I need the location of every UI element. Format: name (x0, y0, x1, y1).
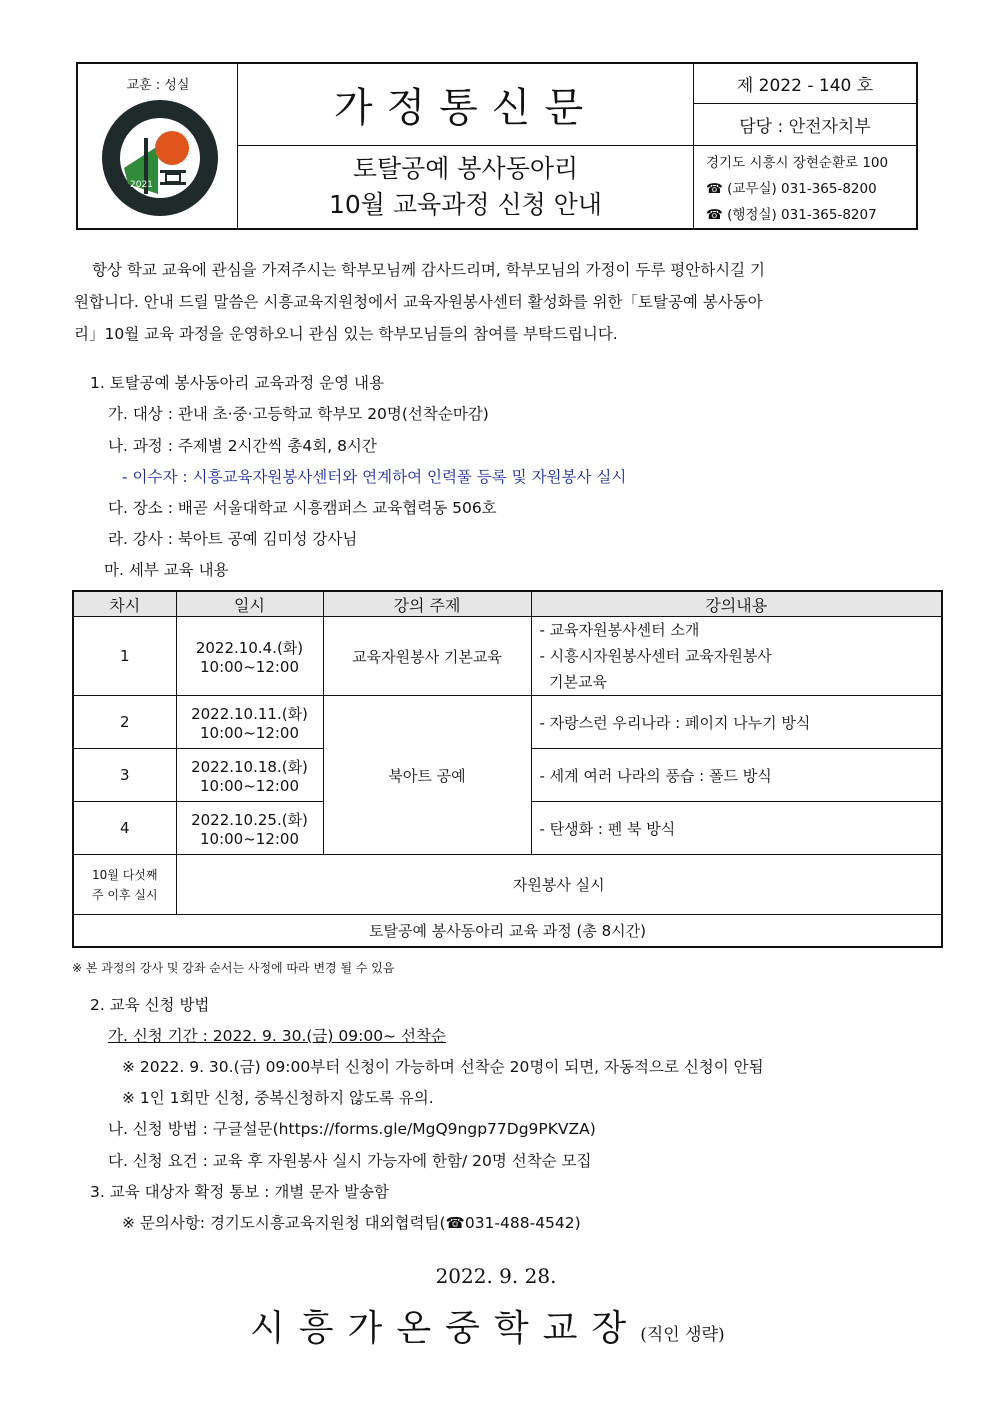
department: 담당 : 안전자치부 (694, 104, 916, 146)
intro-line-1: 항상 학교 교육에 관심을 가져주시는 학부모님께 감사드리며, 학부모님의 가정이 두루 평안하시길 기 (92, 261, 766, 279)
logo-year: 2021 (130, 180, 153, 190)
session-content: - 세계 여러 나라의 풍습 : 폴드 방식 (531, 749, 942, 802)
section1-course: 나. 과정 : 주제별 2시간씩 총4회, 8시간 (108, 437, 377, 455)
session-no: 2 (73, 696, 176, 749)
table-footer-row (73, 915, 942, 947)
volunteer-label (73, 855, 176, 915)
signature (250, 1300, 725, 1351)
phone-admin: ☎ (행정실) 031-365-8207 (706, 207, 877, 223)
col-header-date: 일시 (176, 591, 323, 617)
subtitle-line2: 10월 교육과정 신청 안내 (328, 190, 602, 219)
session-content: - 탄생화 : 펜 북 방식 (531, 802, 942, 855)
session-topic: 북아트 공예 (323, 696, 531, 855)
date-text: 2022.10.4.(화) (195, 638, 304, 657)
school-motto: 교훈 : 성실 (126, 78, 190, 93)
change-note: ※ 본 과정의 강사 및 강좌 순서는 사정에 따라 변경 될 수 있음 (72, 961, 395, 975)
session-date (176, 749, 323, 802)
section1-heading: 1. 토탈공예 봉사동아리 교육과정 운영 내용 (90, 374, 384, 392)
session-no: 4 (73, 802, 176, 855)
subtitle (238, 146, 694, 228)
section1-detail: 마. 세부 교육 내용 (104, 561, 229, 579)
table-row (73, 617, 942, 696)
school-logo-icon (100, 98, 220, 218)
content-line: 기본교육 (539, 673, 607, 691)
section2-note1: ※ 2022. 9. 30.(금) 09:00부터 신청이 가능하며 선착순 20명이 되면, 자동적으로 신청이 안됨 (122, 1058, 764, 1076)
time-text: 10:00~12:00 (199, 776, 300, 795)
section1-place: 다. 장소 : 배곧 서울대학교 시흥캠퍼스 교육협력동 506호 (108, 499, 497, 517)
session-no: 3 (73, 749, 176, 802)
session-date (176, 617, 323, 696)
intro-line-3: 리」10월 교육 과정을 운영하오니 관심 있는 학부모님들의 참여를 부탁드립니다. (74, 325, 618, 343)
section3-contact: ※ 문의사항: 경기도시흥교육지원청 대외협력팀(☎031-488-4542) (122, 1214, 581, 1232)
volunteer-label-line: 주 이후 실시 (91, 887, 158, 902)
school-logo-cell (78, 64, 238, 228)
col-header-content: 강의내용 (531, 591, 942, 617)
section1-target: 가. 대상 : 관내 초·중·고등학교 학부모 20명(선착순마감) (108, 405, 489, 423)
section2-note2: ※ 1인 1회만 신청, 중복신청하지 않도록 유의. (122, 1089, 434, 1107)
time-text: 10:00~12:00 (199, 657, 300, 676)
section2-method: 나. 신청 방법 : 구글설문(https://forms.gle/MgQ9ngp77Dg9PKVZA) (108, 1120, 596, 1138)
date-text: 2022.10.25.(화) (191, 810, 308, 829)
intro-line-2: 원합니다. 안내 드릴 말씀은 시흥교육지원청에서 교육자원봉사센터 활성화를 위한「토탈공예 봉사동아 (74, 293, 763, 311)
page-title: 가정통신문 (238, 64, 694, 146)
section2-requirement: 다. 신청 요건 : 교육 후 자원봉사 실시 가능자에 한함/ 20명 선착순 모집 (108, 1152, 592, 1170)
address: 경기도 시흥시 장현순환로 100 (706, 155, 889, 171)
table-row (73, 696, 942, 749)
session-topic: 교육자원봉사 기본교육 (323, 617, 531, 696)
section1-completer: - 이수자 : 시흥교육자원봉사센터와 연계하여 인력풀 등록 및 자원봉사 실시 (122, 468, 627, 486)
section3-heading: 3. 교육 대상자 확정 통보 : 개별 문자 발송함 (90, 1183, 389, 1201)
signature-note: (직인 생략) (640, 1325, 725, 1345)
volunteer-text: 자원봉사 실시 (176, 855, 942, 915)
section1-instructor: 라. 강사 : 북아트 공예 김미성 강사님 (108, 530, 358, 548)
col-header-topic: 강의 주제 (323, 591, 531, 617)
time-text: 10:00~12:00 (199, 829, 300, 848)
session-date (176, 802, 323, 855)
schedule-table (72, 590, 943, 948)
session-content (531, 617, 942, 696)
volunteer-label-line: 10월 다섯째 (92, 867, 158, 882)
phone-office: ☎ (교무실) 031-365-8200 (706, 181, 877, 197)
section2-period: 가. 신청 기간 : 2022. 9. 30.(금) 09:00~ 선착순 (108, 1027, 446, 1045)
content-line: - 교육자원봉사센터 소개 (539, 621, 700, 639)
col-header-session: 차시 (73, 591, 176, 617)
content-line: - 시흥시자원봉사센터 교육자원봉사 (539, 647, 772, 665)
signature-name: 시흥가온중학교장 (250, 1308, 641, 1349)
issue-number: 제 2022 - 140 호 (694, 64, 916, 104)
address-block (694, 146, 916, 228)
section2-heading: 2. 교육 신청 방법 (90, 996, 210, 1014)
issue-date: 2022. 9. 28. (435, 1264, 557, 1288)
session-no: 1 (73, 617, 176, 696)
header-box (76, 62, 918, 230)
date-text: 2022.10.18.(화) (191, 757, 308, 776)
session-date (176, 696, 323, 749)
subtitle-line1: 토탈공예 봉사동아리 (352, 154, 579, 183)
date-text: 2022.10.11.(화) (191, 704, 308, 723)
session-content: - 자랑스런 우리나라 : 페이지 나누기 방식 (531, 696, 942, 749)
table-row (73, 855, 942, 915)
table-footer: 토탈공예 봉사동아리 교육 과정 (총 8시간) (73, 915, 942, 947)
time-text: 10:00~12:00 (199, 723, 300, 742)
